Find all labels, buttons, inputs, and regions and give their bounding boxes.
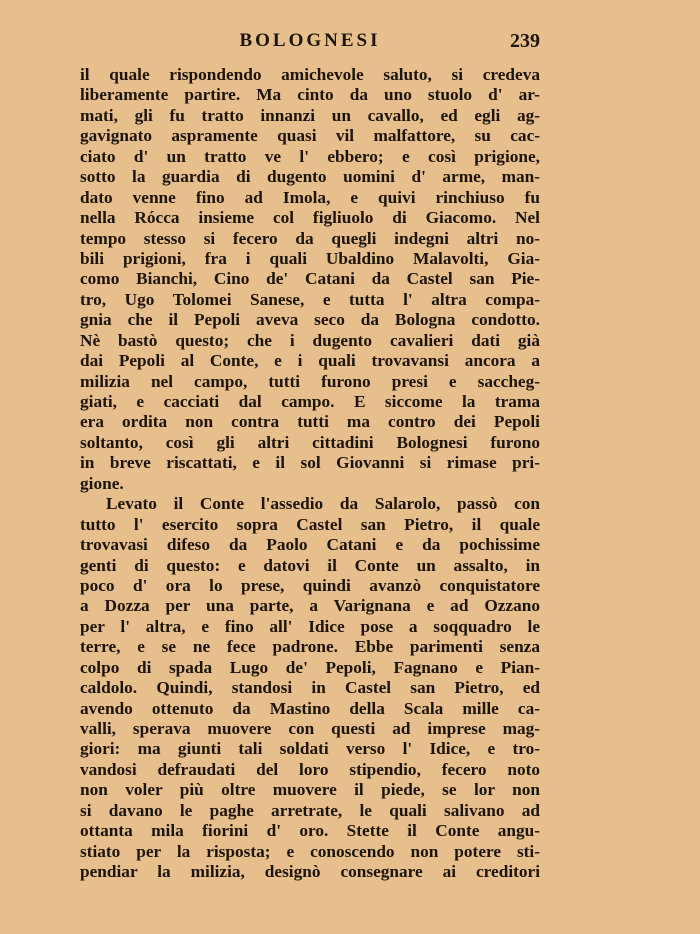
text-line: poco d' ora lo prese, quindi avanzò conquistatore [80, 575, 540, 595]
text-line: tempo stesso si fecero da quegli indegni altri no- [80, 228, 540, 248]
text-line: il quale rispondendo amichevole saluto, si credeva [80, 65, 540, 84]
text-line: tro, Ugo Tolomei Sanese, e tutta l' altra compa- [80, 289, 540, 309]
text-line: stiato per la risposta; e conoscendo non potere sti- [80, 841, 540, 861]
text-line: trovavasi difeso da Paolo Catani e da pochissime [80, 535, 540, 555]
text-line: dato venne fino ad Imola, e quivi rinchiuso fu [80, 187, 540, 207]
text-line: colpo di spada Lugo de' Pepoli, Fagnano e Pian- [80, 657, 540, 677]
text-line: Levato il Conte l'assedio da Salarolo, passò con [106, 494, 540, 514]
text-line: gione. [80, 473, 124, 493]
running-head [80, 30, 540, 60]
text-line: pendiar la milizia, designò consegnare ai creditori [80, 862, 540, 882]
page-number: 239 [510, 30, 540, 52]
text-line: gavignato aspramente quasi vil malfattore, su cac- [80, 126, 540, 146]
text-line: vandosi defraudati del loro stipendio, fecero noto [80, 759, 540, 779]
text-line: in breve riscattati, e il sol Giovanni si rimase pri- [80, 453, 540, 473]
paragraph [80, 65, 540, 494]
text-line: dai Pepoli al Conte, e i quali trovavansi ancora a [80, 351, 540, 371]
text-line: nella Rócca insieme col figliuolo di Giacomo. Nel [80, 208, 540, 228]
text-line: sotto la guardia di dugento uomini d' arme, man- [80, 167, 540, 187]
text-line: como Bianchi, Cino de' Catani da Castel san Pie- [80, 269, 540, 289]
text-line: gnia che il Pepoli aveva seco da Bologna condotto. [80, 310, 540, 330]
text-line: si davano le paghe arretrate, le quali salivano ad [80, 800, 540, 820]
text-line: giori: ma giunti tali soldati verso l' Idice, e tro- [80, 739, 540, 759]
text-line: mati, gli fu tratto innanzi un cavallo, ed egli ag- [80, 105, 540, 125]
text-line: giati, e cacciati dal campo. E siccome la trama [80, 392, 540, 411]
text-line: ottanta mila fiorini d' oro. Stette il Conte angu- [80, 821, 540, 841]
paragraph [80, 494, 540, 882]
text-line: liberamente partire. Ma cinto da uno stuolo d' ar- [80, 85, 540, 105]
body-text [80, 65, 540, 883]
text-line: non voler più oltre muovere il piede, se lor non [80, 780, 540, 800]
text-line: a Dozza per una parte, a Varignana e ad Ozzano [80, 596, 540, 616]
text-line: Nè bastò questo; che i dugento cavalieri dati già [80, 330, 540, 350]
text-line: terre, e se ne fece padrone. Ebbe parimenti senza [80, 637, 540, 657]
text-line: milizia nel campo, tutti furono presi e saccheg- [80, 371, 540, 391]
text-line: valli, sperava muovere con questi ad imprese mag- [80, 719, 540, 738]
text-line: soltanto, così gli altri cittadini Bolognesi furono [80, 432, 540, 452]
text-line: per l' altra, e fino all' Idice pose a soqquadro le [80, 616, 540, 636]
text-line: caldolo. Quindi, standosi in Castel san Pietro, ed [80, 678, 540, 698]
running-title: BOLOGNESI [239, 30, 381, 51]
text-line: ciato d' un tratto ve l' ebbero; e così prigione, [80, 146, 540, 166]
text-line: tutto l' esercito sopra Castel san Pietro, il quale [80, 514, 540, 534]
text-line: era ordita non contra tutti ma contro dei Pepoli [80, 412, 540, 432]
text-line: avendo ottenuto da Mastino della Scala mille ca- [80, 698, 540, 718]
text-line: genti di questo: e datovi il Conte un assalto, in [80, 555, 540, 575]
text-line: bili prigioni, fra i quali Ubaldino Malavolti, Gia- [80, 248, 540, 268]
